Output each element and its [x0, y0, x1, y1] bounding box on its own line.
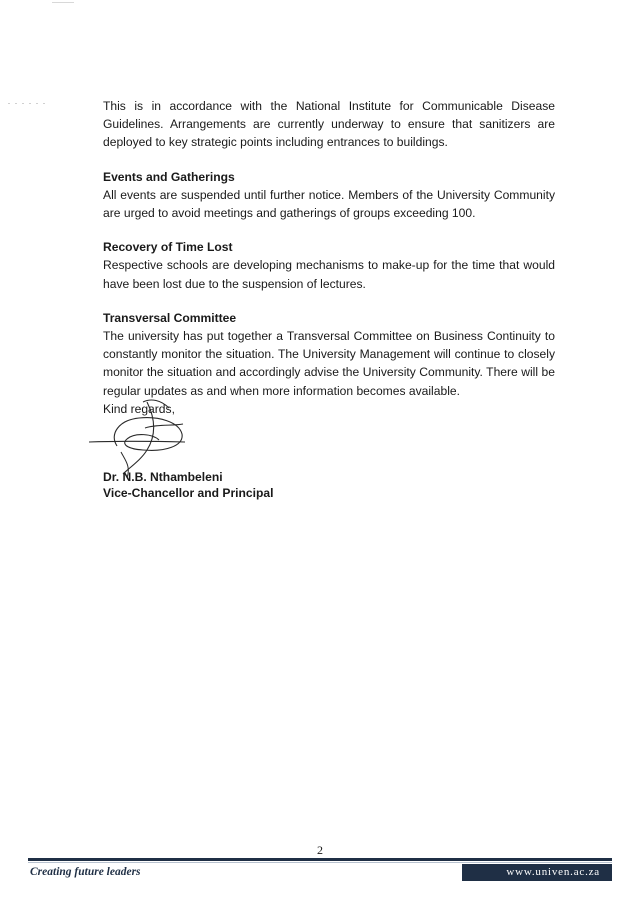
footer-tagline: Creating future leaders	[30, 866, 141, 878]
section-body: The university has put together a Transversal Committee on Business Continuity to constantly monitor the situation. The University Management will continue to closely monitor the situation and accordingly advise the University Community. There will be regular updates as and when more information becomes available.	[103, 329, 555, 398]
section-committee	[103, 309, 555, 400]
page-number: 2	[317, 843, 323, 857]
scan-artifact	[8, 103, 48, 104]
section-heading: Recovery of Time Lost	[103, 240, 233, 255]
signature-block	[103, 416, 555, 501]
footer-rule	[28, 858, 612, 861]
signer	[103, 469, 274, 501]
footer-url: www.univen.ac.za	[462, 864, 612, 881]
letter-body	[103, 97, 555, 501]
section-body: All events are suspended until further notice. Members of the University Community are urged to avoid meetings and gatherings of groups exceeding 100.	[103, 187, 555, 221]
footer-rule-thin	[28, 862, 612, 863]
closing: Kind regards,	[103, 401, 175, 416]
section-heading: Transversal Committee	[103, 310, 237, 325]
section-events	[103, 168, 555, 223]
signer-title: Vice-Chancellor and Principal	[103, 486, 274, 501]
section-body: Respective schools are developing mechanisms to make-up for the time that would have been lost due to the suspension of lectures.	[103, 258, 555, 291]
signer-name: Dr. N.B. Nthambeleni	[103, 470, 223, 485]
intro-paragraph: This is in accordance with the National Institute for Communicable Disease Guidelines. Arrangements are currently underway to ensure that sanitizers are deployed to key strategic points including entrances to buildings.	[103, 99, 555, 150]
scan-artifact	[52, 2, 74, 3]
section-recovery	[103, 238, 555, 293]
section-heading: Events and Gatherings	[103, 169, 235, 184]
